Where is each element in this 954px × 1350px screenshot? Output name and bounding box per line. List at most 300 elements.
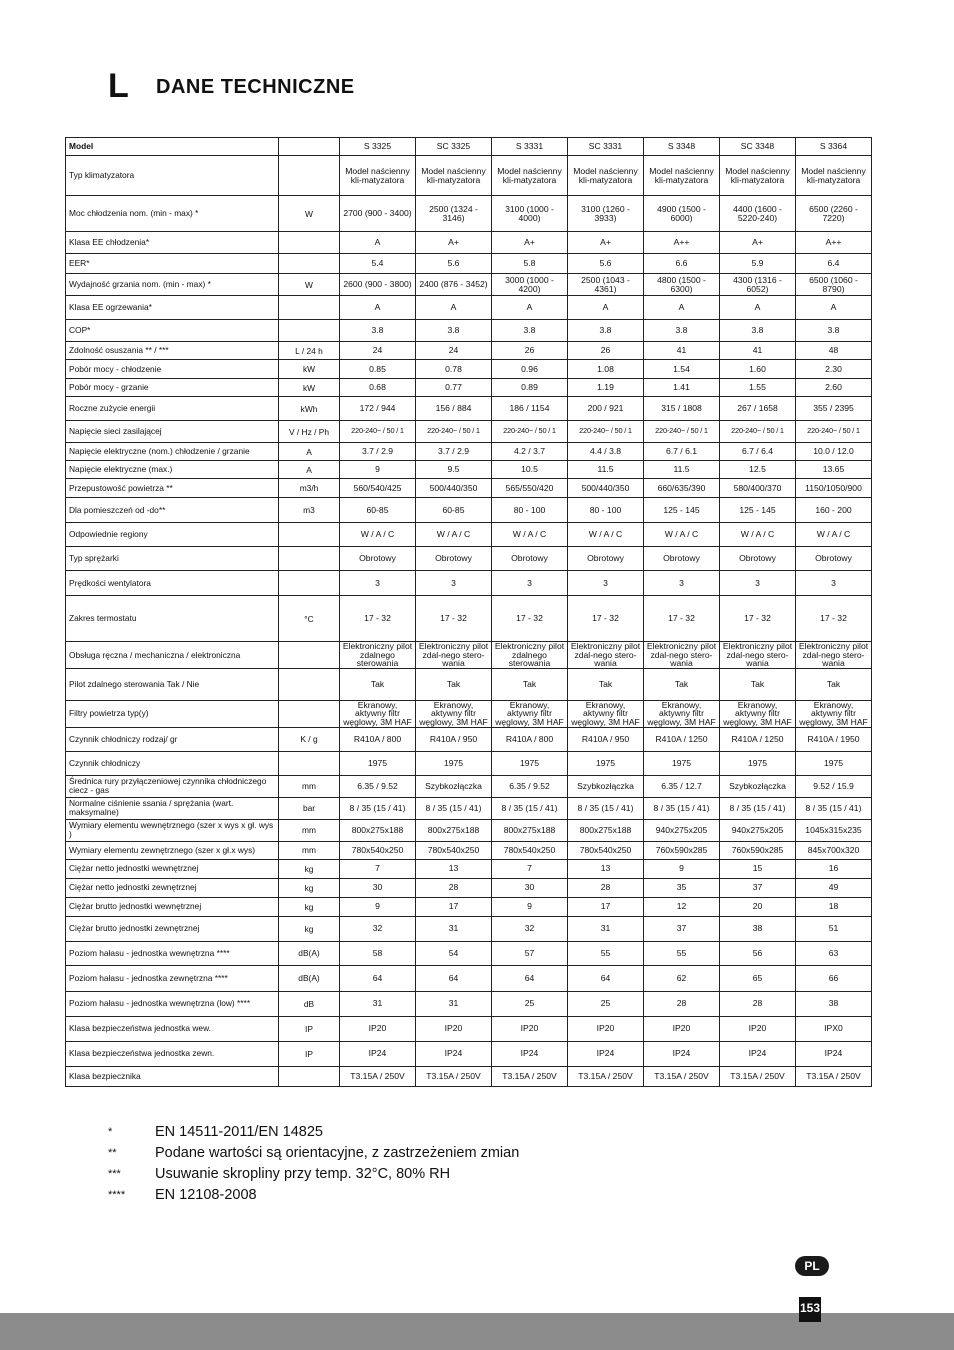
table-cell: 186 / 1154: [492, 397, 568, 421]
column-header-model-name: SC 3325: [416, 138, 492, 156]
table-cell: 500/440/350: [568, 479, 644, 498]
row-label: Ciężar brutto jednostki wewnętrznej: [66, 897, 279, 916]
table-cell: T3.15A / 250V: [416, 1066, 492, 1086]
row-label: Klasa bezpieczeństwa jednostka zewn.: [66, 1041, 279, 1066]
table-cell: IPX0: [796, 1016, 872, 1041]
table-cell: 66: [796, 965, 872, 991]
table-cell: Model naścienny kli-matyzatora: [340, 156, 416, 196]
row-label: Pilot zdalnego sterowania Tak / Nie: [66, 668, 279, 700]
table-cell: 13: [568, 859, 644, 878]
table-cell: 6.35 / 9.52: [340, 775, 416, 797]
table-cell: Elektroniczny pilot zdal-nego stero-wania: [416, 642, 492, 669]
table-row: [66, 878, 872, 897]
table-cell: 5.8: [492, 254, 568, 274]
row-unit: mm: [279, 775, 340, 797]
table-cell: Szybkozłączka: [416, 775, 492, 797]
table-cell: Elektroniczny pilot zdalnego sterowania: [340, 642, 416, 669]
table-cell: 660/635/390: [644, 479, 720, 498]
table-row: [66, 320, 872, 342]
table-cell: Obrotowy: [416, 547, 492, 571]
table-cell: 3.7 / 2.9: [416, 443, 492, 461]
table-cell: IP24: [644, 1041, 720, 1066]
table-cell: 17 - 32: [568, 596, 644, 642]
table-cell: 17 - 32: [796, 596, 872, 642]
table-cell: 1975: [568, 751, 644, 775]
table-cell: 30: [340, 878, 416, 897]
table-row: [66, 819, 872, 841]
table-row: [66, 897, 872, 916]
table-cell: 12.5: [720, 461, 796, 479]
table-cell: 17 - 32: [340, 596, 416, 642]
table-cell: 9.52 / 15.9: [796, 775, 872, 797]
table-cell: A++: [644, 232, 720, 254]
row-unit: bar: [279, 797, 340, 819]
table-cell: Model naścienny kli-matyzatora: [416, 156, 492, 196]
table-cell: 3.8: [720, 320, 796, 342]
row-unit: kg: [279, 878, 340, 897]
table-cell: 1975: [720, 751, 796, 775]
table-cell: 220-240~ / 50 / 1: [416, 421, 492, 443]
footnote-mark: **: [108, 1147, 117, 1159]
table-row: [66, 1041, 872, 1066]
table-cell: 5.6: [568, 254, 644, 274]
table-cell: 760x590x285: [644, 841, 720, 859]
table-cell: 55: [644, 941, 720, 965]
table-cell: T3.15A / 250V: [644, 1066, 720, 1086]
table-cell: 15: [720, 859, 796, 878]
table-cell: 6.4: [796, 254, 872, 274]
table-cell: Obrotowy: [340, 547, 416, 571]
table-cell: 6500 (2260 - 7220): [796, 196, 872, 232]
table-cell: 565/550/420: [492, 479, 568, 498]
table-cell: R410A / 1950: [796, 727, 872, 751]
table-cell: W / A / C: [568, 523, 644, 547]
table-cell: 17 - 32: [492, 596, 568, 642]
row-unit: mm: [279, 841, 340, 859]
table-cell: 1150/1050/900: [796, 479, 872, 498]
table-cell: 4900 (1500 - 6000): [644, 196, 720, 232]
row-unit: [279, 751, 340, 775]
row-label: Pobór mocy - chłodzenie: [66, 360, 279, 379]
table-cell: Obrotowy: [492, 547, 568, 571]
table-cell: 8 / 35 (15 / 41): [492, 797, 568, 819]
row-label: Odpowiednie regiony: [66, 523, 279, 547]
row-unit: kW: [279, 360, 340, 379]
table-cell: Tak: [492, 668, 568, 700]
column-header-model: Model: [66, 138, 279, 156]
table-cell: 800x275x188: [492, 819, 568, 841]
table-cell: 11.5: [568, 461, 644, 479]
table-cell: 315 / 1808: [644, 397, 720, 421]
table-cell: T3.15A / 250V: [720, 1066, 796, 1086]
table-cell: 7: [340, 859, 416, 878]
page-number: 153: [799, 1297, 821, 1322]
table-row: [66, 379, 872, 397]
row-label: Filtry powietrza typ(y): [66, 700, 279, 727]
row-label: Klasa bezpieczeństwa jednostka wew.: [66, 1016, 279, 1041]
table-cell: 355 / 2395: [796, 397, 872, 421]
table-row: [66, 1066, 872, 1086]
table-cell: 1975: [340, 751, 416, 775]
table-cell: 17 - 32: [416, 596, 492, 642]
row-label: Dla pomieszczeń od -do**: [66, 498, 279, 523]
table-cell: 1.55: [720, 379, 796, 397]
table-cell: A: [568, 296, 644, 320]
table-row: [66, 360, 872, 379]
table-cell: Elektroniczny pilot zdal-nego stero-wania: [796, 642, 872, 669]
table-cell: 3.8: [796, 320, 872, 342]
row-label: Zakres termostatu: [66, 596, 279, 642]
table-cell: 18: [796, 897, 872, 916]
row-unit: kW: [279, 379, 340, 397]
row-unit: dB: [279, 991, 340, 1016]
table-cell: 780x540x250: [568, 841, 644, 859]
row-unit: [279, 547, 340, 571]
table-cell: 3: [416, 571, 492, 596]
table-cell: IP24: [568, 1041, 644, 1066]
table-cell: IP20: [568, 1016, 644, 1041]
table-cell: 0.68: [340, 379, 416, 397]
row-label: Klasa EE ogrzewania*: [66, 296, 279, 320]
row-label: Poziom hałasu - jednostka wewnętrzna (low) ****: [66, 991, 279, 1016]
table-row: [66, 1016, 872, 1041]
table-cell: IP24: [720, 1041, 796, 1066]
row-unit: mm: [279, 819, 340, 841]
table-cell: 9: [340, 461, 416, 479]
table-cell: A+: [720, 232, 796, 254]
row-unit: [279, 668, 340, 700]
footnote-mark: *: [108, 1126, 113, 1138]
table-cell: Model naścienny kli-matyzatora: [568, 156, 644, 196]
table-cell: 6500 (1060 - 8790): [796, 274, 872, 296]
table-row: [66, 156, 872, 196]
table-row: [66, 342, 872, 360]
table-cell: 13: [416, 859, 492, 878]
row-label: Wymiary elementu wewnętrznego (szer x wys x gł. wys ): [66, 819, 279, 841]
table-cell: 4800 (1500 - 6300): [644, 274, 720, 296]
table-cell: Elektroniczny pilot zdalnego sterowania: [492, 642, 568, 669]
table-cell: 16: [796, 859, 872, 878]
table-cell: 940x275x205: [644, 819, 720, 841]
table-cell: 31: [416, 916, 492, 941]
table-row: [66, 668, 872, 700]
table-row: [66, 196, 872, 232]
table-cell: 12: [644, 897, 720, 916]
footnote-mark: ****: [108, 1189, 126, 1201]
row-unit: [279, 700, 340, 727]
row-label: Czynnik chłodniczy: [66, 751, 279, 775]
table-cell: 3000 (1000 - 4200): [492, 274, 568, 296]
table-row: [66, 941, 872, 965]
table-row: [66, 727, 872, 751]
row-label: Typ klimatyzatora: [66, 156, 279, 196]
table-cell: Ekranowy, aktywny filtr węglowy, 3M HAF: [568, 700, 644, 727]
table-cell: 38: [796, 991, 872, 1016]
table-cell: 48: [796, 342, 872, 360]
table-cell: 32: [340, 916, 416, 941]
table-cell: 17: [416, 897, 492, 916]
table-cell: IP24: [796, 1041, 872, 1066]
table-row: [66, 232, 872, 254]
table-cell: 3.8: [416, 320, 492, 342]
row-unit: W: [279, 274, 340, 296]
footnote-text: Usuwanie skropliny przy temp. 32°C, 80% RH: [155, 1166, 451, 1182]
language-badge: PL: [795, 1256, 829, 1276]
table-cell: 220-240~ / 50 / 1: [644, 421, 720, 443]
table-cell: 156 / 884: [416, 397, 492, 421]
table-cell: 25: [568, 991, 644, 1016]
column-header-model-name: SC 3348: [720, 138, 796, 156]
table-cell: 26: [568, 342, 644, 360]
footnote-text: EN 14511-2011/EN 14825: [155, 1124, 323, 1140]
row-label: Typ sprężarki: [66, 547, 279, 571]
table-cell: 41: [644, 342, 720, 360]
row-label: Poziom hałasu - jednostka wewnętrzna ****: [66, 941, 279, 965]
table-cell: 3.7 / 2.9: [340, 443, 416, 461]
table-cell: 1975: [492, 751, 568, 775]
table-row: [66, 642, 872, 669]
table-row: [66, 443, 872, 461]
table-cell: T3.15A / 250V: [568, 1066, 644, 1086]
table-cell: 8 / 35 (15 / 41): [340, 797, 416, 819]
column-header-model-name: S 3348: [644, 138, 720, 156]
table-cell: 160 - 200: [796, 498, 872, 523]
table-cell: Ekranowy, aktywny filtr węglowy, 3M HAF: [644, 700, 720, 727]
table-cell: W / A / C: [416, 523, 492, 547]
row-unit: V / Hz / Ph: [279, 421, 340, 443]
table-cell: 31: [340, 991, 416, 1016]
table-cell: 125 - 145: [720, 498, 796, 523]
table-cell: 845x700x320: [796, 841, 872, 859]
table-body: [66, 138, 872, 1087]
table-cell: 24: [340, 342, 416, 360]
table-cell: 37: [720, 878, 796, 897]
row-unit: m3: [279, 498, 340, 523]
table-cell: IP20: [416, 1016, 492, 1041]
row-label: Wydajność grzania nom. (min - max) *: [66, 274, 279, 296]
table-cell: 5.6: [416, 254, 492, 274]
row-label: Pobór mocy - grzanie: [66, 379, 279, 397]
page-title: DANE TECHNICZNE: [156, 76, 355, 98]
section-letter: L: [108, 67, 129, 105]
table-cell: Model naścienny kli-matyzatora: [644, 156, 720, 196]
row-unit: K / g: [279, 727, 340, 751]
table-cell: Elektroniczny pilot zdal-nego stero-wania: [720, 642, 796, 669]
table-cell: Tak: [644, 668, 720, 700]
row-label: Normalne ciśnienie ssania / sprężania (wart. maksymalne): [66, 797, 279, 819]
table-cell: 1.54: [644, 360, 720, 379]
table-cell: W / A / C: [340, 523, 416, 547]
table-cell: 2400 (876 - 3452): [416, 274, 492, 296]
row-label: Klasa EE chłodzenia*: [66, 232, 279, 254]
table-cell: 220-240~ / 50 / 1: [340, 421, 416, 443]
table-row: [66, 916, 872, 941]
table-cell: 220-240~ / 50 / 1: [492, 421, 568, 443]
table-row: [66, 296, 872, 320]
row-label: Roczne zużycie energii: [66, 397, 279, 421]
table-cell: 8 / 35 (15 / 41): [568, 797, 644, 819]
table-cell: Tak: [568, 668, 644, 700]
table-row: [66, 596, 872, 642]
row-unit: [279, 320, 340, 342]
column-header-model-name: S 3364: [796, 138, 872, 156]
footnote-text: Podane wartości są orientacyjne, z zastrzeżeniem zmian: [155, 1145, 520, 1161]
table-cell: 800x275x188: [340, 819, 416, 841]
table-cell: 35: [644, 878, 720, 897]
table-cell: 3.8: [340, 320, 416, 342]
table-cell: 9: [492, 897, 568, 916]
table-cell: 2.30: [796, 360, 872, 379]
table-cell: 220-240~ / 50 / 1: [720, 421, 796, 443]
table-row: [66, 700, 872, 727]
table-cell: 17 - 32: [720, 596, 796, 642]
table-cell: A: [340, 296, 416, 320]
table-cell: 5.9: [720, 254, 796, 274]
table-cell: T3.15A / 250V: [340, 1066, 416, 1086]
footnote-text: EN 12108-2008: [155, 1187, 257, 1203]
table-cell: W / A / C: [720, 523, 796, 547]
table-cell: 3100 (1260 - 3933): [568, 196, 644, 232]
table-cell: Szybkozłączka: [568, 775, 644, 797]
row-unit: kg: [279, 897, 340, 916]
table-cell: 28: [644, 991, 720, 1016]
table-cell: 54: [416, 941, 492, 965]
table-cell: 17: [568, 897, 644, 916]
row-unit: kg: [279, 916, 340, 941]
table-cell: 1.60: [720, 360, 796, 379]
table-cell: 3: [568, 571, 644, 596]
table-cell: 125 - 145: [644, 498, 720, 523]
row-label: Napięcie elektryczne (max.): [66, 461, 279, 479]
table-cell: 30: [492, 878, 568, 897]
table-cell: 3: [720, 571, 796, 596]
table-cell: 64: [340, 965, 416, 991]
table-cell: T3.15A / 250V: [492, 1066, 568, 1086]
table-cell: 38: [720, 916, 796, 941]
table-row: [66, 797, 872, 819]
table-cell: Obrotowy: [720, 547, 796, 571]
table-row: [66, 547, 872, 571]
row-label: Napięcie elektryczne (nom.) chłodzenie / grzanie: [66, 443, 279, 461]
table-cell: 3: [492, 571, 568, 596]
row-unit: L / 24 h: [279, 342, 340, 360]
table-row: [66, 841, 872, 859]
row-unit: [279, 642, 340, 669]
table-cell: 60-85: [416, 498, 492, 523]
table-row: [66, 274, 872, 296]
row-unit: A: [279, 443, 340, 461]
row-label: Obsługa ręczna / mechaniczna / elektroniczna: [66, 642, 279, 669]
table-cell: Ekranowy, aktywny filtr węglowy, 3M HAF: [720, 700, 796, 727]
technical-data-table: [65, 137, 872, 1087]
table-cell: Model naścienny kli-matyzatora: [796, 156, 872, 196]
table-cell: A++: [796, 232, 872, 254]
table-cell: 58: [340, 941, 416, 965]
table-cell: 65: [720, 965, 796, 991]
row-unit: °C: [279, 596, 340, 642]
table-cell: 57: [492, 941, 568, 965]
table-cell: 1975: [416, 751, 492, 775]
table-cell: 8 / 35 (15 / 41): [416, 797, 492, 819]
table-cell: IP24: [340, 1041, 416, 1066]
table-cell: 63: [796, 941, 872, 965]
table-row: [66, 397, 872, 421]
table-cell: 6.6: [644, 254, 720, 274]
row-unit: [279, 254, 340, 274]
table-cell: 220-240~ / 50 / 1: [796, 421, 872, 443]
table-cell: IP24: [492, 1041, 568, 1066]
table-cell: Tak: [340, 668, 416, 700]
table-cell: 9.5: [416, 461, 492, 479]
table-cell: Elektroniczny pilot zdal-nego stero-wania: [644, 642, 720, 669]
table-cell: 6.7 / 6.1: [644, 443, 720, 461]
table-row: [66, 421, 872, 443]
table-cell: 28: [416, 878, 492, 897]
table-cell: Model naścienny kli-matyzatora: [492, 156, 568, 196]
table-cell: 41: [720, 342, 796, 360]
table-cell: 2700 (900 - 3400): [340, 196, 416, 232]
table-cell: IP20: [644, 1016, 720, 1041]
footnote-mark: ***: [108, 1168, 121, 1180]
row-unit: [279, 571, 340, 596]
table-row: [66, 859, 872, 878]
table-cell: A+: [492, 232, 568, 254]
table-cell: 7: [492, 859, 568, 878]
table-cell: 80 - 100: [568, 498, 644, 523]
table-row: [66, 254, 872, 274]
row-unit: [279, 1066, 340, 1086]
table-cell: 1.41: [644, 379, 720, 397]
table-cell: 1045x315x235: [796, 819, 872, 841]
row-unit: A: [279, 461, 340, 479]
table-cell: 6.7 / 6.4: [720, 443, 796, 461]
table-cell: IP20: [492, 1016, 568, 1041]
table-cell: 3.8: [568, 320, 644, 342]
table-cell: W / A / C: [492, 523, 568, 547]
row-label: Prędkości wentylatora: [66, 571, 279, 596]
row-unit: dB(A): [279, 941, 340, 965]
table-cell: 560/540/425: [340, 479, 416, 498]
table-cell: 3: [644, 571, 720, 596]
table-cell: Tak: [796, 668, 872, 700]
table-cell: 10.0 / 12.0: [796, 443, 872, 461]
table-cell: 56: [720, 941, 796, 965]
table-cell: T3.15A / 250V: [796, 1066, 872, 1086]
table-cell: 13.65: [796, 461, 872, 479]
table-cell: Tak: [720, 668, 796, 700]
table-cell: 1.08: [568, 360, 644, 379]
row-label: Klasa bezpiecznika: [66, 1066, 279, 1086]
table-cell: 940x275x205: [720, 819, 796, 841]
table-cell: 1.19: [568, 379, 644, 397]
table-cell: 800x275x188: [568, 819, 644, 841]
row-unit: dB(A): [279, 965, 340, 991]
table-cell: IP20: [720, 1016, 796, 1041]
table-cell: Szybkozłączka: [720, 775, 796, 797]
table-cell: 64: [492, 965, 568, 991]
table-cell: W / A / C: [644, 523, 720, 547]
table-cell: Model naścienny kli-matyzatora: [720, 156, 796, 196]
table-row: [66, 498, 872, 523]
table-cell: A: [340, 232, 416, 254]
row-label: Zdolność osuszania ** / ***: [66, 342, 279, 360]
row-label: Czynnik chłodniczy rodzaj/ gr: [66, 727, 279, 751]
table-cell: 9: [644, 859, 720, 878]
table-cell: 2600 (900 - 3800): [340, 274, 416, 296]
row-unit: [279, 232, 340, 254]
table-row: [66, 523, 872, 547]
table-cell: 6.35 / 9.52: [492, 775, 568, 797]
